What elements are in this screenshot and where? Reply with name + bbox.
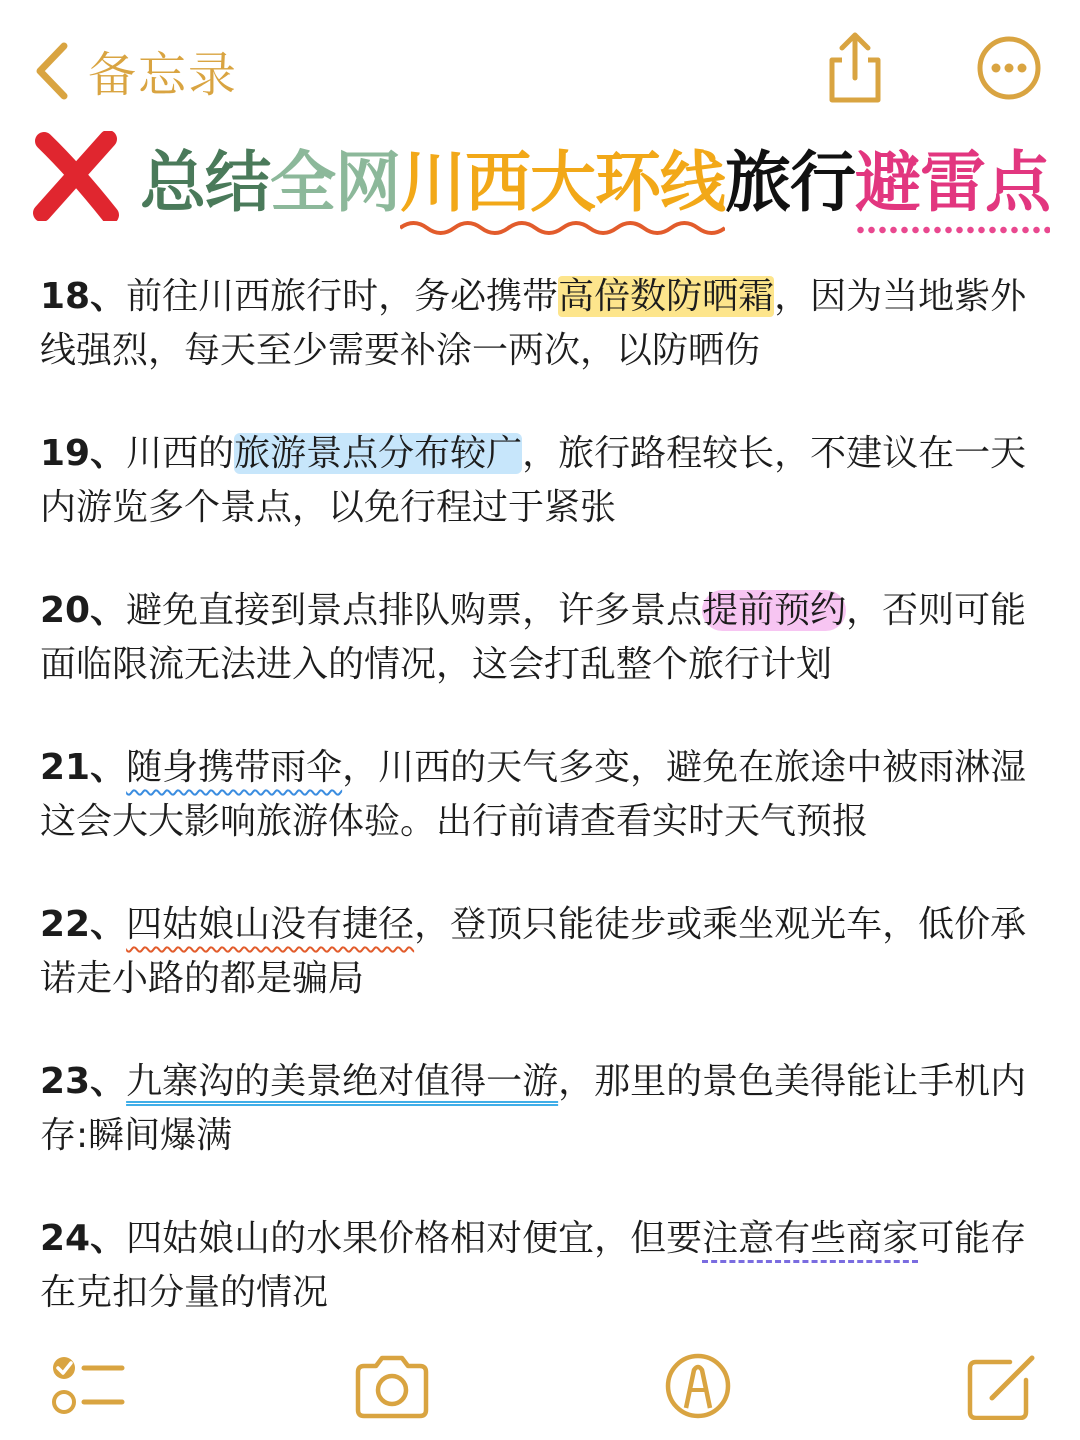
item-text: 可能存在克扣分量的情况 xyxy=(40,1218,1027,1313)
item-highlight: 提前预约 xyxy=(702,590,847,631)
list-item xyxy=(40,898,1040,1006)
title-seg-2: 全网 xyxy=(270,143,400,221)
list-item xyxy=(40,584,1040,692)
item-text: ，登顶只能徒步或乘坐观光车，低价承诺走小路的都是骗局 xyxy=(40,904,1027,999)
list-item xyxy=(40,1212,1040,1320)
item-text: ，旅行路程较长，不建议在一天内游览多个景点，以免行程过于紧张 xyxy=(40,433,1027,528)
item-number: 19、 xyxy=(40,433,127,474)
item-highlight: 随身携带雨伞 xyxy=(126,747,343,788)
dotted-underline xyxy=(855,226,1050,234)
item-number: 20、 xyxy=(40,590,127,631)
title-seg-5-text: 避雷点 xyxy=(855,143,1050,221)
title-seg-5 xyxy=(855,129,1050,224)
item-text: 避免直接到景点排队购票，许多景点 xyxy=(126,590,703,631)
item-number: 24、 xyxy=(40,1218,127,1259)
checklist-icon[interactable] xyxy=(48,1352,128,1420)
item-text: 川西的 xyxy=(126,433,235,474)
markup-icon[interactable] xyxy=(660,1352,736,1420)
title-seg-4: 旅行 xyxy=(725,143,855,221)
item-number: 21、 xyxy=(40,747,127,788)
item-number: 22、 xyxy=(40,904,127,945)
item-highlight: 高倍数防晒霜 xyxy=(558,276,775,317)
list-item xyxy=(40,1055,1040,1163)
note-title xyxy=(30,128,1060,224)
back-label: 备忘录 xyxy=(88,47,239,103)
wavy-underline xyxy=(400,218,725,238)
list-item xyxy=(40,741,1040,849)
item-number: 18、 xyxy=(40,276,127,317)
title-seg-3 xyxy=(400,129,725,224)
bottom-toolbar xyxy=(0,1322,1080,1440)
list-item xyxy=(40,270,1040,378)
title-seg-3-text: 川西大环线 xyxy=(400,143,725,221)
title-text xyxy=(140,129,1050,224)
item-text: 四姑娘山的水果价格相对便宜，但要 xyxy=(126,1218,703,1259)
item-text: ，川西的天气多变，避免在旅途中被雨淋湿这会大大影响旅游体验。出行前请查看实时天气预报 xyxy=(40,747,1027,842)
item-highlight: 九寨沟的美景绝对值得一游 xyxy=(126,1061,559,1102)
compose-icon[interactable] xyxy=(962,1352,1042,1420)
item-text: ，因为当地紫外线强烈，每天至少需要补涂一两次，以防晒伤 xyxy=(40,276,1027,371)
title-seg-1: 总结 xyxy=(140,143,270,221)
item-highlight: 四姑娘山没有捷径 xyxy=(126,904,415,945)
item-highlight: 注意有些商家 xyxy=(702,1218,919,1259)
nav-bar xyxy=(0,0,1080,120)
item-text: ，否则可能面临限流无法进入的情况，这会打乱整个旅行计划 xyxy=(40,590,1027,685)
back-button[interactable] xyxy=(30,36,238,105)
x-icon xyxy=(30,131,120,221)
share-icon[interactable] xyxy=(820,30,890,106)
chevron-left-icon xyxy=(30,40,74,102)
item-text: 前往川西旅行时，务必携带 xyxy=(126,276,559,317)
item-text: ，那里的景色美得能让手机内存:瞬间爆满 xyxy=(40,1061,1027,1156)
more-icon[interactable] xyxy=(974,30,1044,106)
item-number: 23、 xyxy=(40,1061,127,1102)
camera-icon[interactable] xyxy=(352,1352,432,1420)
item-highlight: 旅游景点分布较广 xyxy=(234,433,523,474)
list-item xyxy=(40,427,1040,535)
